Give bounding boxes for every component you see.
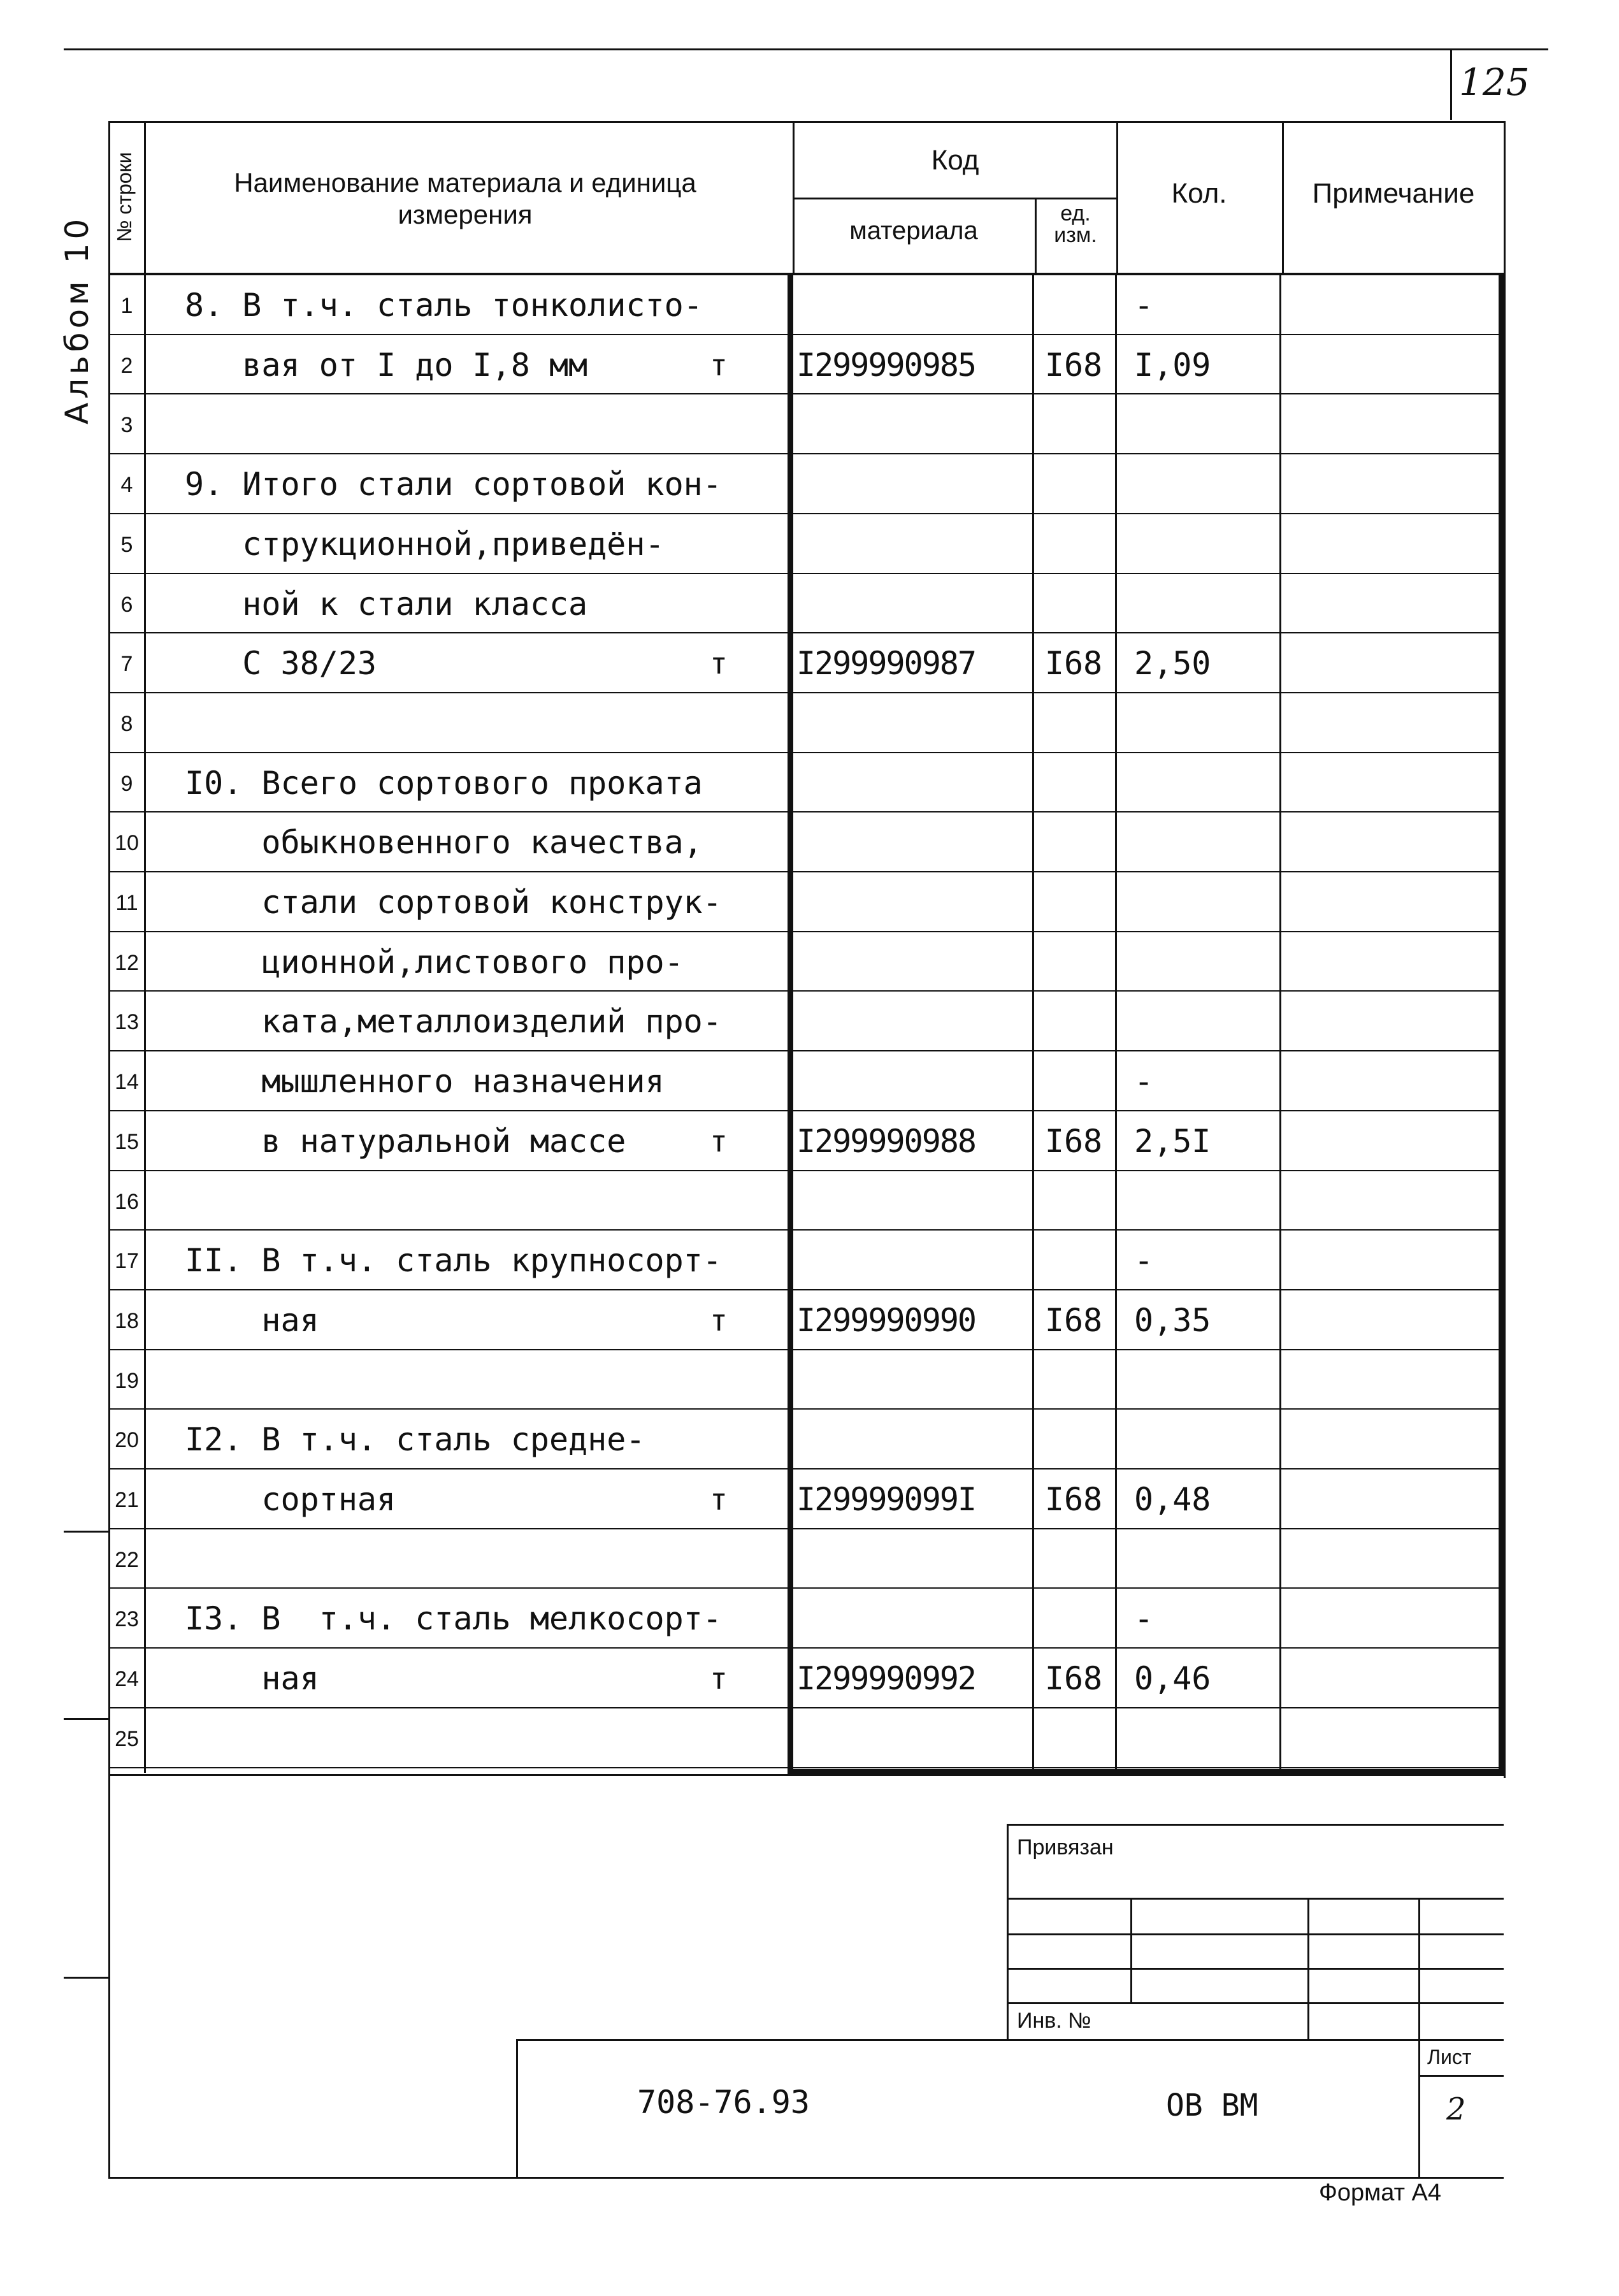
format-label: Формат А4 [1319,2179,1442,2206]
row-number: 20 [115,1428,139,1453]
stamp-bound-label: Привязан [1017,1835,1114,1859]
row-name: I0. Всего сортового проката [185,764,703,802]
row-name: мышленного назначения [185,1063,665,1101]
sheet-value: 2 [1446,2091,1466,2127]
row-name: ная [185,1301,319,1339]
data-bottom-line [108,1774,1504,1776]
row-unit-code [1039,1596,1109,1641]
row-number: 2 [120,353,133,378]
row-material-code: I29999099I [796,1481,976,1518]
row-unit [700,1179,738,1224]
row-unit-code [1039,1179,1109,1224]
row-material-code [796,701,1039,746]
row-quantity [1134,462,1262,507]
row-material-code [796,1358,1039,1403]
row-material-code: I299990992 [796,1660,976,1698]
row-number: 25 [115,1726,139,1751]
row-material-code [796,402,1039,447]
row-unit [700,283,738,328]
row-divider [108,1707,1504,1708]
row-divider [108,1349,1504,1350]
margin-mark-2 [64,1718,110,1720]
row-divider [108,1229,1504,1231]
row-divider [108,811,1504,812]
row-unit: т [710,1303,728,1338]
row-material-code [796,1238,1039,1283]
row-number: 9 [120,771,133,796]
row-unit [700,1596,738,1641]
row-quantity: 2,50 [1134,645,1211,682]
row-number: 12 [115,950,139,975]
row-unit-code [1039,999,1109,1044]
row-name: сортная [185,1481,396,1518]
row-unit: т [710,646,728,681]
row-unit-code [1039,1417,1109,1462]
row-material-code [796,1716,1039,1761]
doc-code: ОВ ВМ [1166,2088,1258,2123]
row-number: 14 [115,1070,139,1095]
header-note: Примечание [1312,178,1475,209]
row-quantity [1134,1716,1262,1761]
row-name: ционной,листового про- [185,943,684,981]
row-divider [108,931,1504,932]
row-unit-code [1039,1059,1109,1104]
row-quantity [1134,1179,1262,1224]
row-unit [700,1716,738,1761]
qty-col-data-line [1115,274,1117,1773]
row-material-code [796,462,1039,507]
row-unit [700,402,738,447]
note-col-data-line [1279,274,1281,1773]
row-number: 22 [115,1547,139,1572]
stamp-line-4 [1007,2002,1504,2004]
row-divider [108,990,1504,992]
row-material-code [796,940,1039,985]
row-name: I2. В т.ч. сталь средне- [185,1421,645,1459]
row-number: 7 [120,652,133,677]
row-number: 5 [120,532,133,557]
header-row-no: № строки [112,152,136,242]
row-name: I3. В т.ч. сталь мелкосорт- [185,1600,722,1638]
doc-row-top-line [516,2039,1504,2041]
page-number: 125 [1459,61,1530,104]
doc-number: 708-76.93 [637,2084,810,2121]
row-number: 6 [120,592,133,617]
row-divider [108,1110,1504,1111]
stamp-col-3 [1418,1898,1420,2178]
row-divider [108,1767,1504,1768]
row-divider [108,573,1504,574]
row-quantity [1134,402,1262,447]
sheet-label-line [1418,2075,1504,2077]
row-number: 3 [120,413,133,438]
row-material-code [796,761,1039,805]
row-unit-code [1039,582,1109,626]
row-quantity [1134,999,1262,1044]
row-unit-code: I68 [1044,346,1103,384]
row-quantity [1134,1358,1262,1403]
row-unit: т [710,1661,728,1696]
row-unit [700,880,738,925]
stamp-col-1 [1130,1898,1132,2002]
row-divider [108,752,1504,753]
row-number: 13 [115,1010,139,1035]
margin-mark-3 [64,1977,110,1979]
header-bottom-line [108,273,1504,275]
row-divider [108,453,1504,454]
row-quantity [1134,761,1262,805]
row-unit-code [1039,940,1109,985]
code-col-thick-line [788,274,793,1773]
code-split-line [793,198,1118,199]
row-unit [700,701,738,746]
row-number: 21 [115,1488,139,1512]
row-quantity [1134,1417,1262,1462]
row-quantity: I,09 [1134,346,1211,384]
row-name: стали сортовой конструк- [185,884,722,921]
row-unit [700,940,738,985]
row-material-code [796,1537,1039,1582]
row-material-code [796,1596,1039,1641]
row-name: обыкновенного качества, [185,824,703,862]
row-unit-code [1039,1716,1109,1761]
row-quantity [1134,940,1262,985]
row-divider [108,334,1504,335]
row-unit [700,1358,738,1403]
row-unit-code [1039,402,1109,447]
stamp-line-2 [1007,1933,1504,1935]
row-quantity: - [1134,287,1154,324]
right-thick-line [1499,274,1504,1773]
header-name: Наименование материала и единица измерения [234,168,696,230]
table-top-line [108,121,1504,123]
row-unit [700,1059,738,1104]
row-number: 24 [115,1667,139,1692]
row-divider [108,632,1504,633]
row-divider [108,1587,1504,1589]
row-unit-code: I68 [1044,1481,1103,1518]
row-number: 19 [115,1368,139,1393]
row-unit-code [1039,283,1109,328]
row-unit-code [1039,1537,1109,1582]
row-name: 9. Итого стали сортовой кон- [185,466,722,503]
row-unit [700,582,738,626]
row-unit-code [1039,761,1109,805]
row-divider [108,1408,1504,1410]
row-name: 8. В т.ч. сталь тонколисто- [185,287,703,324]
top-border-line [64,48,1548,50]
row-divider [108,1170,1504,1171]
row-name: струкционной,приведён- [185,525,665,563]
row-unit: т [710,347,728,382]
row-divider [108,393,1504,394]
row-unit [700,522,738,567]
row-material-code [796,1179,1039,1224]
row-number: 18 [115,1308,139,1333]
row-quantity [1134,582,1262,626]
row-divider [108,1468,1504,1469]
header-unit: ед. изм. [1054,201,1097,247]
row-material-code: I299990990 [796,1301,976,1339]
row-quantity [1134,820,1262,865]
sheet-label: Лист [1427,2046,1472,2069]
stamp-top-line [1007,1824,1504,1826]
row-number: 1 [120,294,133,318]
row-material-code [796,880,1039,925]
stamp-left-line [1007,1824,1009,2040]
row-divider [108,871,1504,872]
row-number: 8 [120,711,133,736]
header-qty: Кол. [1171,178,1227,209]
row-quantity [1134,701,1262,746]
row-quantity: - [1134,1242,1154,1280]
row-unit [700,1537,738,1582]
row-material-code: I299990988 [796,1122,976,1160]
rowno-col-line [144,121,146,1773]
row-divider [108,1528,1504,1529]
stamp-line-1 [1007,1898,1504,1900]
row-material-code: I299990987 [796,645,976,682]
row-number: 15 [115,1129,139,1154]
row-number: 11 [115,891,138,915]
row-material-code [796,1059,1039,1104]
row-name: в натуральной массе [185,1122,626,1160]
page-number-box-left [1450,48,1452,120]
row-unit [700,999,738,1044]
row-quantity: - [1134,1600,1154,1638]
row-material-code [796,283,1039,328]
row-unit [700,1238,738,1283]
row-material-code: I299990985 [796,346,976,384]
row-unit-code [1039,701,1109,746]
stamp-line-3 [1007,1968,1504,1970]
margin-mark-1 [64,1531,110,1533]
row-unit-code [1039,462,1109,507]
row-quantity: - [1134,1063,1154,1101]
bottom-frame-line [108,2177,1504,2179]
row-unit-code: I68 [1044,1660,1103,1698]
stamp-col-2 [1307,1898,1309,2040]
row-unit [700,1417,738,1462]
row-number: 23 [115,1607,139,1632]
row-divider [108,1050,1504,1051]
row-material-code [796,820,1039,865]
header-material: материала [849,217,978,245]
row-quantity: 0,46 [1134,1660,1211,1698]
row-material-code [796,999,1039,1044]
doc-row-left-line [516,2039,518,2178]
row-unit-code [1039,820,1109,865]
row-unit-code: I68 [1044,1301,1103,1339]
row-divider [108,692,1504,693]
row-quantity [1134,1537,1262,1582]
row-quantity [1134,880,1262,925]
row-unit: т [710,1123,728,1159]
row-quantity: 0,48 [1134,1481,1211,1518]
row-material-code [796,582,1039,626]
row-unit-code [1039,880,1109,925]
row-quantity: 0,35 [1134,1301,1211,1339]
row-name: ката,металлоизделий про- [185,1003,722,1041]
row-unit-code [1039,1238,1109,1283]
header-code: Код [931,145,979,176]
row-number: 10 [115,831,139,856]
row-quantity: 2,5I [1134,1122,1211,1160]
row-number: 17 [115,1249,139,1274]
row-divider [108,513,1504,514]
row-material-code [796,522,1039,567]
row-unit-code: I68 [1044,645,1103,682]
row-unit-code [1039,1358,1109,1403]
row-material-code [796,1417,1039,1462]
row-unit-code [1039,522,1109,567]
row-unit [700,820,738,865]
row-name: вая от I до I,8 мм [185,346,588,384]
stamp-inv-label: Инв. № [1017,2009,1091,2033]
data-bottom-thick-line [788,1769,1504,1774]
row-number: 4 [120,473,133,498]
album-label: Альбом 10 [59,215,96,424]
row-name: С 38/23 [185,645,377,682]
row-unit: т [710,1482,728,1517]
row-unit-code: I68 [1044,1122,1103,1160]
row-divider [108,1647,1504,1649]
row-unit [700,761,738,805]
row-name: II. В т.ч. сталь крупносорт- [185,1242,722,1280]
unitcode-col-line [1035,199,1037,274]
row-unit [700,462,738,507]
row-name: ная [185,1660,319,1698]
row-name: ной к стали класса [185,585,588,623]
row-quantity [1134,522,1262,567]
row-number: 16 [115,1189,139,1214]
row-divider [108,1289,1504,1290]
